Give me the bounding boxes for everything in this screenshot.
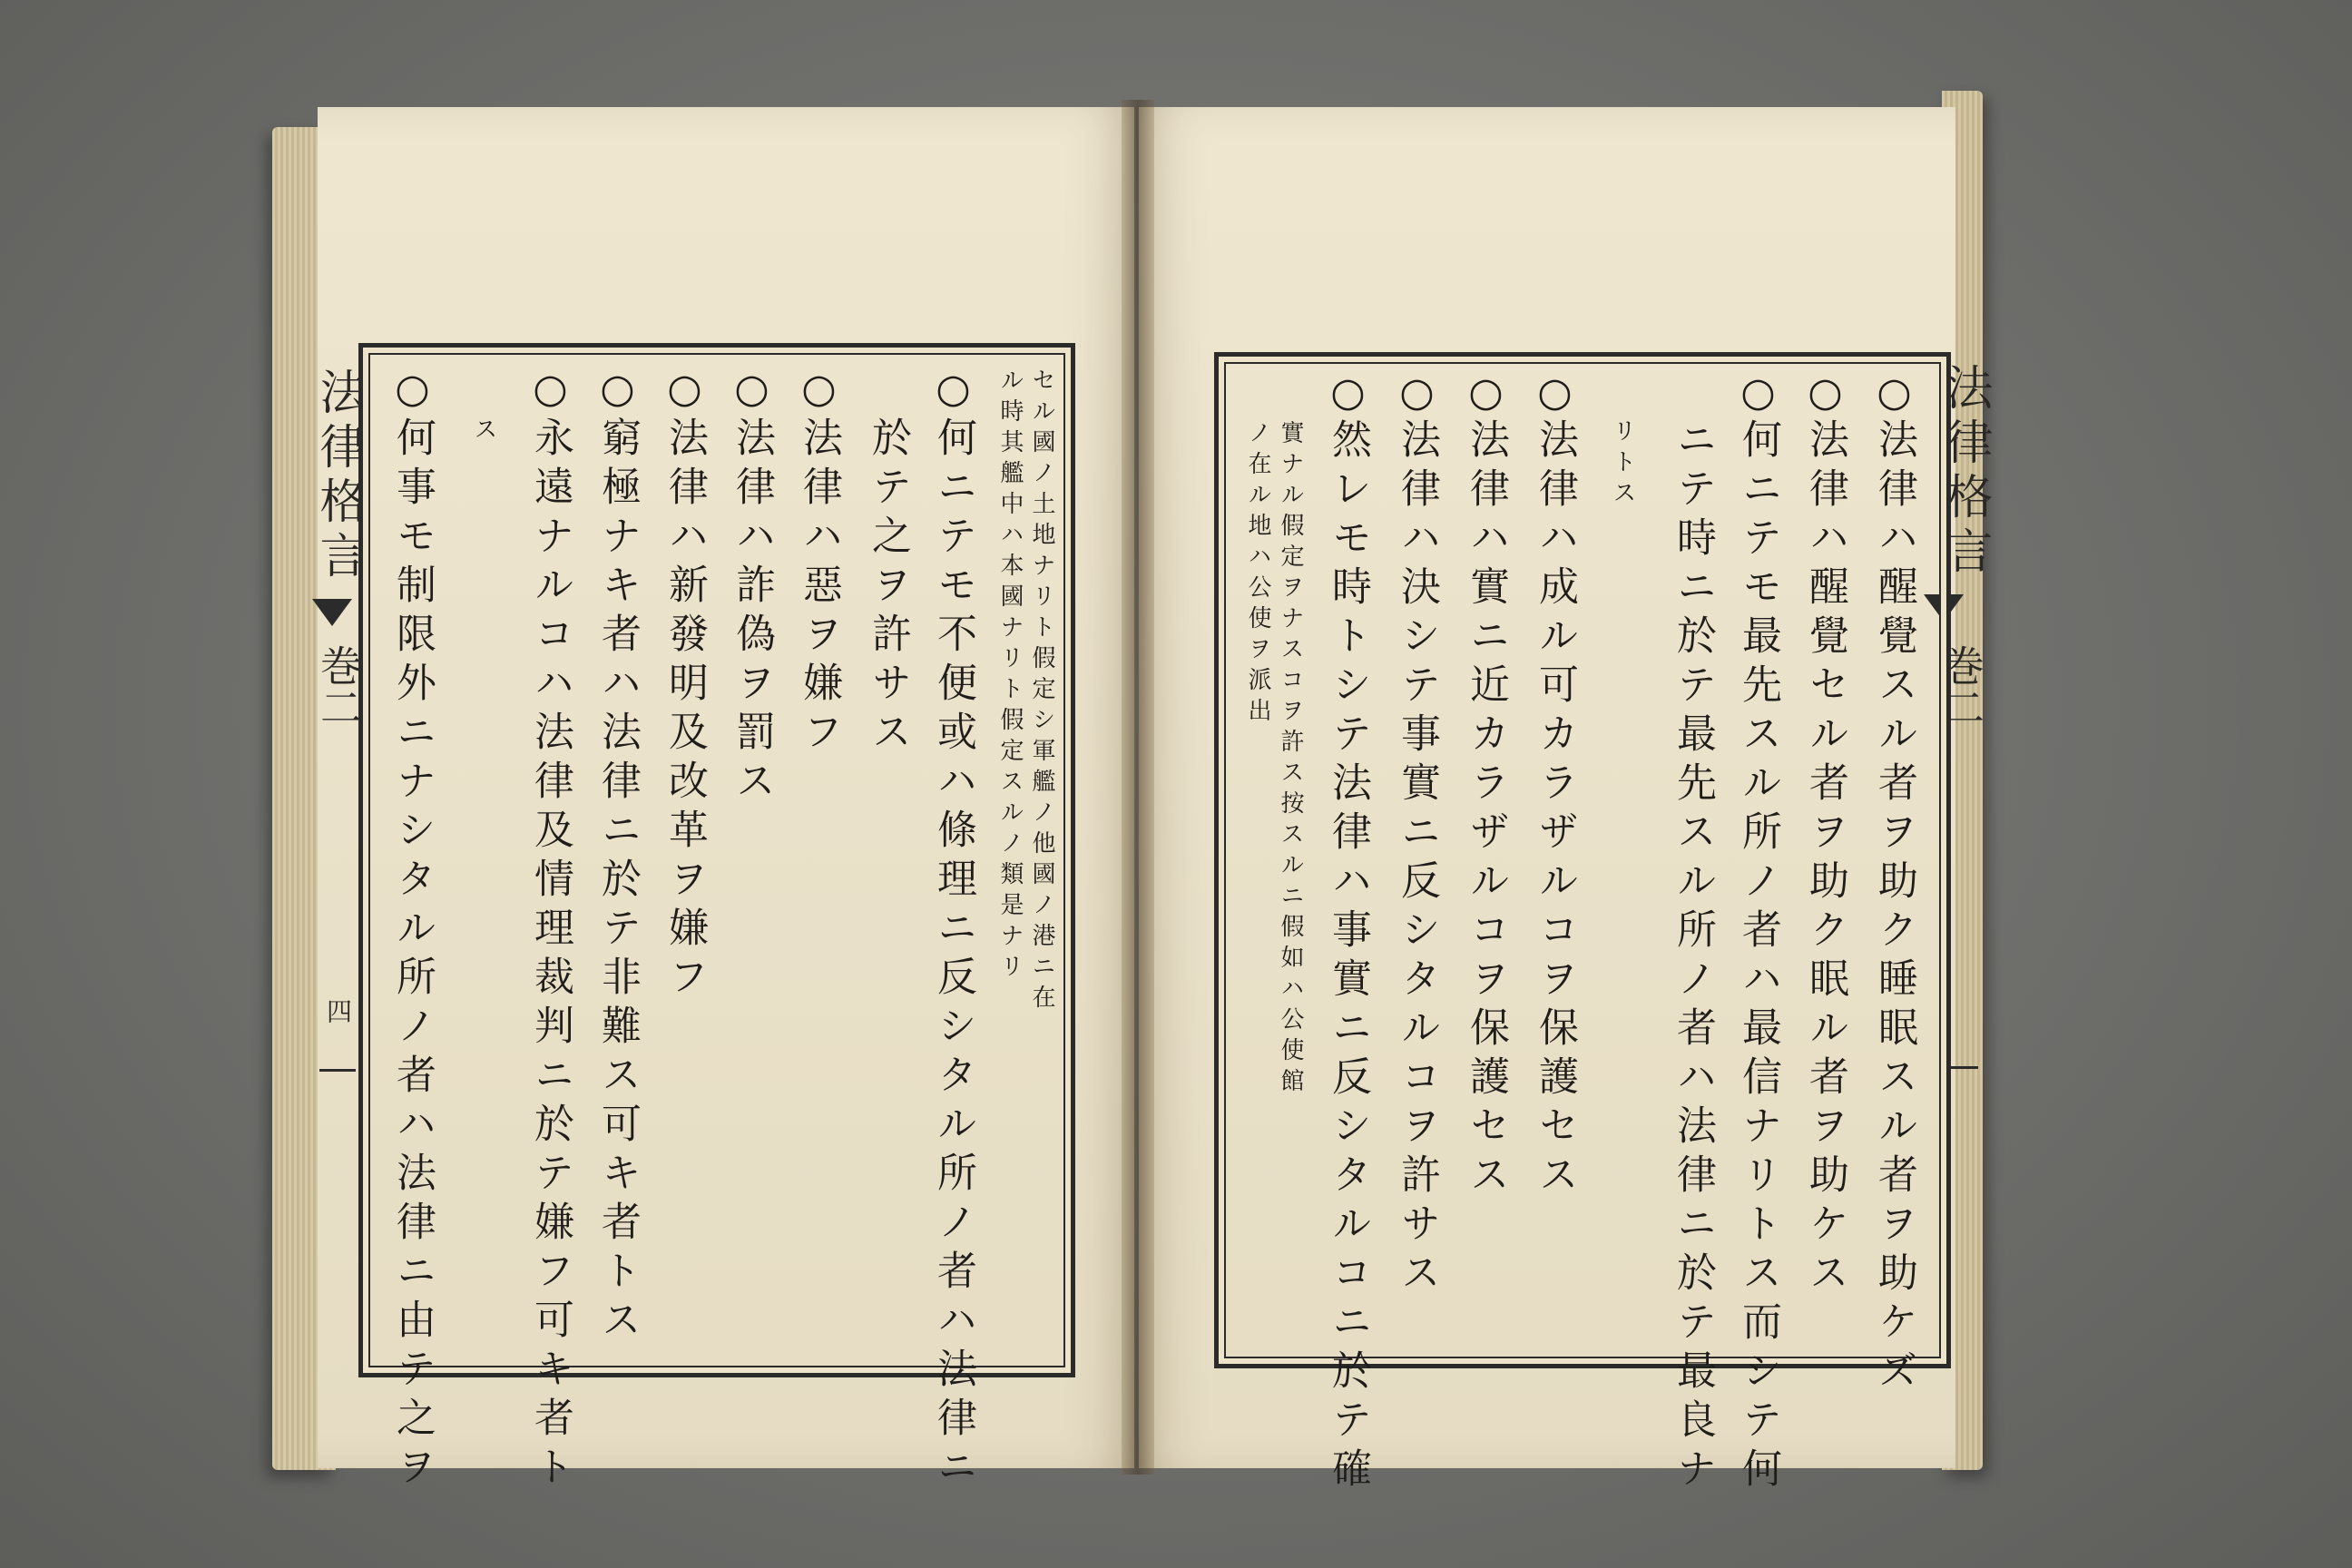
right-col-3: 何ニテモ最先スル所ノ者ハ最信ナリトス而シテ何: [1735, 418, 1781, 1496]
right-col-9: 然レモ時トシテ法律ハ事實ニ反シタルコニ於テ確: [1325, 418, 1371, 1496]
right-col-1: 法律ハ醒覺スル者ヲ助ク睡眠スル者ヲ助ケズ: [1871, 418, 1917, 1398]
left-col-3: 何ニテモ不便或ハ條理ニ反シタル所ノ者ハ法律ニ: [930, 416, 976, 1494]
right-col-6: 法律ハ成ル可カラザルコヲ保護セス: [1532, 418, 1578, 1202]
left-col-9: 永遠ナルコハ法律及情理裁判ニ於テ嫌フ可キ者ト: [527, 416, 573, 1494]
right-col-10: 實ナル假定ヲナスコヲ許ス按スルニ假如ハ公使館: [1277, 420, 1304, 1099]
right-circle-mark-1: ○: [1871, 369, 1917, 416]
left-margin-rule: [319, 1069, 356, 1072]
left-circle-mark-4: ○: [662, 366, 708, 412]
left-col-5: 法律ハ惡ヲ嫌フ: [796, 416, 842, 760]
left-text-frame: [358, 343, 1075, 1494]
left-col-11: 何事モ制限外ニナシタル所ノ者ハ法律ニ由テ之ヲ: [389, 416, 436, 1494]
right-circle-mark-7: ○: [1325, 369, 1371, 416]
right-col-2: 法律ハ醒覺セル者ヲ助ク眠ル者ヲ助ケス: [1802, 418, 1848, 1300]
right-circle-mark-5: ○: [1463, 369, 1509, 416]
right-col-8: 法律ハ決シテ事實ニ反シタルコヲ許サス: [1394, 418, 1440, 1300]
left-page-number: 四: [323, 998, 353, 1024]
left-circle-mark-7: ○: [389, 366, 436, 412]
left-circle-mark-5: ○: [594, 366, 641, 412]
right-col-11: ノ在ル地ハ公使ヲ派出: [1244, 420, 1271, 729]
left-volume-label: 巻二: [314, 644, 363, 728]
right-col-4: ニテ時ニ於テ最先スル所ノ者ハ法律ニ於テ最良ナ: [1670, 418, 1716, 1496]
book-gutter: [1122, 100, 1154, 1475]
right-col-7: 法律ハ實ニ近カラザルコヲ保護セス: [1463, 418, 1509, 1202]
left-circle-mark-1: ○: [930, 366, 976, 412]
left-circle-mark-2: ○: [796, 366, 842, 412]
right-circle-mark-2: ○: [1802, 369, 1848, 416]
left-col-8: 窮極ナキ者ハ法律ニ於テ非難ス可キ者トス: [594, 416, 641, 1348]
left-col-1: セル國ノ土地ナリト假定シ軍艦ノ他國ノ港ニ在: [1028, 368, 1055, 1015]
left-col-10: ス: [470, 416, 497, 447]
left-margin-title: 法律格言: [311, 368, 366, 585]
right-col-5: リトス: [1609, 418, 1636, 511]
left-col-2: ル時其艦中ハ本國ナリト假定スルノ類是ナリ: [996, 368, 1024, 985]
right-text-frame: [1214, 352, 1951, 1496]
right-margin-title: 法律格言: [1937, 363, 1992, 581]
left-circle-mark-3: ○: [729, 366, 775, 412]
left-circle-mark-6: ○: [527, 366, 573, 412]
right-volume-label: 巻二: [1936, 644, 1985, 728]
left-fish-tail-mark: [312, 599, 352, 626]
right-circle-mark-3: ○: [1735, 369, 1781, 416]
right-circle-mark-6: ○: [1394, 369, 1440, 416]
left-col-7: 法律ハ新發明及改革ヲ嫌フ: [662, 416, 708, 1004]
left-col-6: 法律ハ詐偽ヲ罰ス: [729, 416, 775, 808]
right-circle-mark-4: ○: [1532, 369, 1578, 416]
left-col-4: 於テ之ヲ許サス: [865, 416, 911, 760]
